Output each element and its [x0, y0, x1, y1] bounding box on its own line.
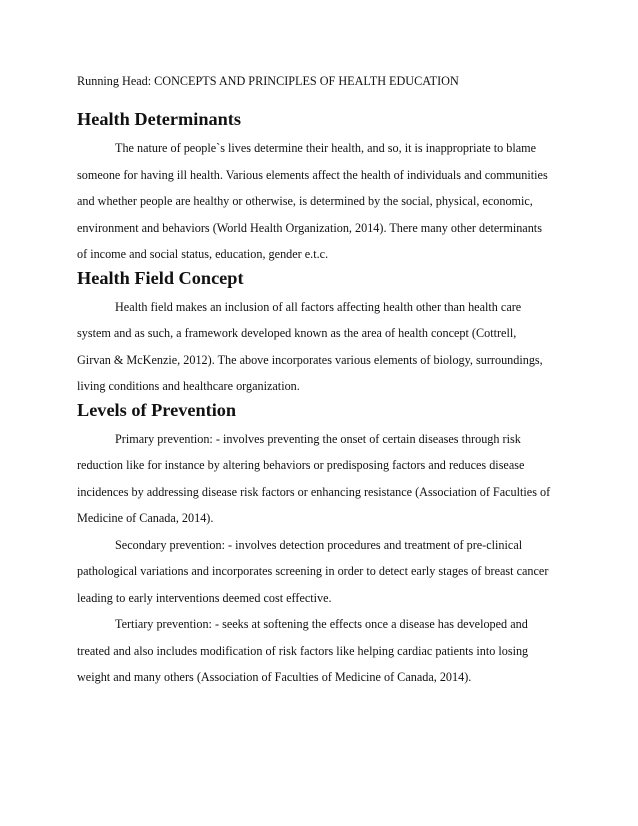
paragraph	[77, 135, 565, 268]
section-heading: Health Determinants	[77, 109, 241, 129]
section-health-field-concept	[77, 268, 565, 400]
paragraph	[77, 294, 565, 400]
paragraph-line: of income and social status, education, gender e.t.c.	[77, 247, 329, 261]
paragraph-line: and whether people are healthy or otherwise, is determined by the social, physical, economic,	[77, 194, 533, 208]
paragraph-line: reduction like for instance by altering behaviors or predisposing factors and reduces disease	[77, 458, 525, 472]
paragraph-line: Tertiary prevention: - seeks at softening the effects once a disease has developed and	[115, 617, 528, 631]
paragraph	[77, 611, 565, 691]
section-health-determinants	[77, 109, 565, 268]
document-body	[77, 109, 565, 691]
paragraph-line: Health field makes an inclusion of all factors affecting health other than health care	[115, 299, 522, 314]
paragraph-line: treated and also includes modification of risk factors like helping cardiac patients into losing	[77, 643, 529, 658]
paragraph-line: incidences by addressing disease risk factors or enhancing resistance (Association of Faculties of	[77, 484, 551, 499]
section-heading: Health Field Concept	[77, 267, 244, 288]
paragraph-line: leading to early interventions deemed cost effective.	[77, 590, 332, 605]
section-heading: Levels of Prevention	[77, 399, 237, 420]
paragraph-line: The nature of people`s lives determine their health, and so, it is inappropriate to blame	[115, 141, 537, 155]
paragraph-line: weight and many others (Association of Faculties of Medicine of Canada, 2014).	[77, 670, 472, 684]
paragraph-line: system and as such, a framework developed known as the area of health concept (Cottrell,	[77, 326, 517, 340]
paragraph-line: Girvan & McKenzie, 2012). The above incorporates various elements of biology, surroundings,	[77, 352, 543, 367]
paragraph-line: pathological variations and incorporates screening in order to detect early stages of breast cancer	[77, 564, 549, 578]
paragraph	[77, 426, 565, 532]
running-head: Running Head: CONCEPTS AND PRINCIPLES OF HEALTH EDUCATION	[77, 74, 459, 88]
paragraph-line: someone for having ill health. Various elements affect the health of individuals and communities	[77, 167, 548, 182]
paragraph-line: environment and behaviors (World Health Organization, 2014). There many other determinants	[77, 220, 542, 235]
paragraph-line: Secondary prevention: - involves detection procedures and treatment of pre-clinical	[115, 537, 523, 552]
paragraph-line: Medicine of Canada, 2014).	[77, 511, 214, 525]
paragraph	[77, 532, 565, 612]
section-levels-of-prevention	[77, 400, 565, 691]
paragraph-line: Primary prevention: - involves preventing the onset of certain diseases through risk	[115, 431, 521, 446]
paragraph-line: living conditions and healthcare organization.	[77, 379, 300, 393]
